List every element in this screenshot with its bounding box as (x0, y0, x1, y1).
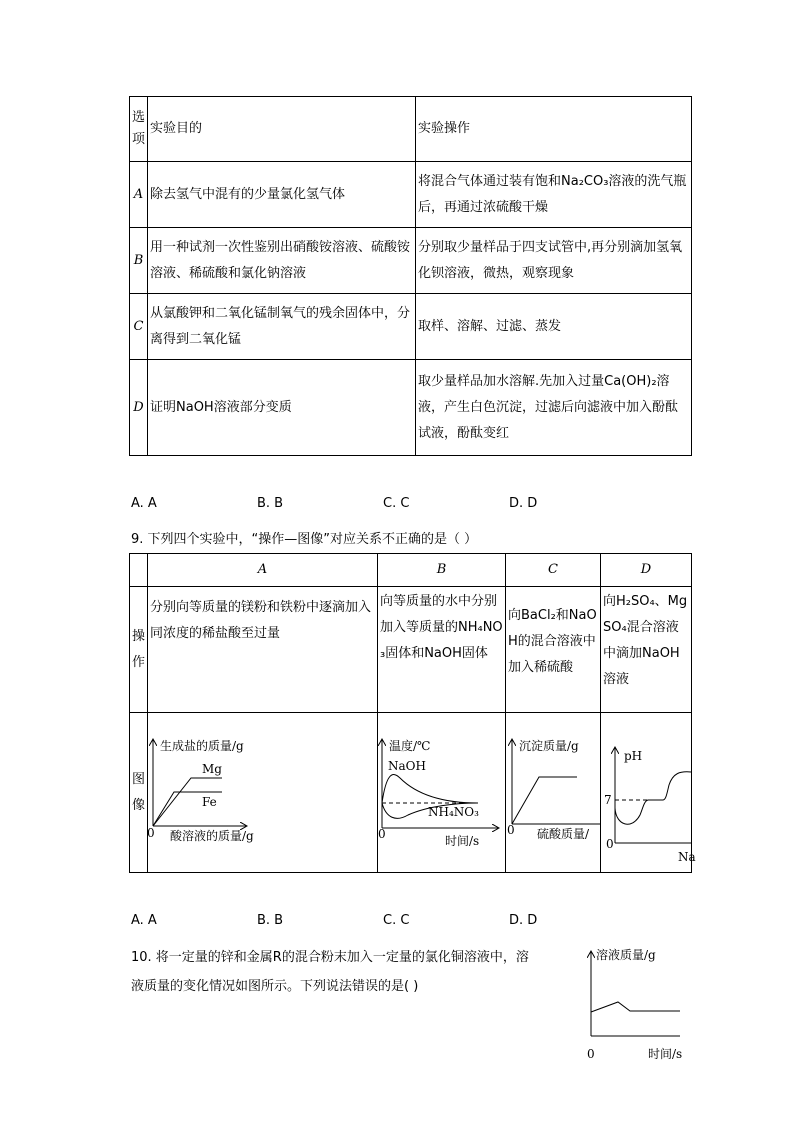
header-b: B (378, 554, 506, 587)
choice-d[interactable]: D. D (509, 913, 538, 928)
graph-a (147, 738, 254, 843)
graph-c-ylabel: 沉淀质量/g (519, 739, 579, 753)
row-option: D (130, 360, 148, 456)
graph-d-mark: 7 (604, 793, 612, 807)
row-operation: 取样、溶解、过滤、蒸发 (416, 294, 692, 360)
graph-a-xlabel: 酸溶液的质量/g (170, 829, 254, 843)
graph-b-ylabel: 温度/℃ (389, 739, 431, 753)
graph-a-ylabel: 生成盐的质量/g (160, 739, 244, 753)
header-a: A (148, 554, 378, 587)
q10-origin: 0 (587, 1047, 595, 1061)
choice-c[interactable]: C. C (383, 496, 410, 511)
graph-a-origin: 0 (147, 826, 155, 840)
operation-d: 向H₂SO₄、MgSO₄混合溶液中滴加NaOH溶液 (601, 587, 692, 713)
graph-b-origin: 0 (378, 827, 386, 841)
graph-a-series-fe: Fe (202, 795, 217, 809)
row-operation: 将混合气体通过装有饱和Na₂CO₃溶液的洗气瓶后，再通过浓硫酸干燥 (416, 162, 692, 228)
q10-ylabel: 溶液质量/g (596, 948, 656, 962)
choice-a[interactable]: A. A (131, 913, 157, 928)
row-operation: 取少量样品加水溶解.先加入过量Ca(OH)₂溶液，产生白色沉淀，过滤后向滤液中加入酚酞试液，酚酞变红 (416, 360, 692, 456)
graph-c (507, 738, 600, 841)
row-operation: 分别取少量样品于四支试管中,再分别滴加氢氧化钡溶液，微热，观察现象 (416, 228, 692, 294)
header-d: D (601, 554, 692, 587)
row-option: C (130, 294, 148, 360)
q10-xlabel: 时间/s (648, 1047, 683, 1061)
choice-b[interactable]: B. B (257, 913, 284, 928)
row-purpose: 除去氢气中混有的少量氯化氢气体 (148, 162, 416, 228)
graph-c-xlabel: 硫酸质量/ (537, 827, 590, 841)
q10-stem-line1: 10. 将一定量的锌和金属R的混合粉末加入一定量的氯化铜溶液中，溶 (131, 950, 529, 965)
choice-c[interactable]: C. C (383, 913, 410, 928)
q10-line (591, 1002, 680, 1012)
graph-d (604, 748, 696, 864)
graph-b-xlabel: 时间/s (445, 834, 480, 848)
row-purpose: 从氯酸钾和二氧化锰制氧气的残余固体中，分离得到二氧化锰 (148, 294, 416, 360)
graph-d-xlabel: Na (678, 850, 696, 864)
row-option: B (130, 228, 148, 294)
q9-stem: 9. 下列四个实验中，“操作—图像”对应关系不正确的是（ ） (131, 532, 478, 547)
graph-c-origin: 0 (507, 823, 515, 837)
q10-graph (580, 940, 694, 1062)
row-purpose: 证明NaOH溶液部分变质 (148, 360, 416, 456)
graph-b-series-nh4no3: NH₄NO₃ (428, 805, 479, 819)
choice-a[interactable]: A. A (131, 496, 157, 511)
graph-d-ylabel: pH (624, 749, 643, 763)
row-label-operation: 操作 (130, 587, 148, 713)
graph-b-series-naoh: NaOH (388, 759, 426, 773)
row-option: A (130, 162, 148, 228)
graph-b (378, 738, 498, 848)
graph-b-curve-naoh (382, 775, 478, 803)
row-purpose: 用一种试剂一次性鉴别出硝酸铵溶液、硫酸铵溶液、稀硫酸和氯化钠溶液 (148, 228, 416, 294)
graph-a-series-mg: Mg (202, 762, 222, 776)
operation-b: 向等质量的水中分别加入等质量的NH₄NO₃固体和NaOH固体 (378, 587, 506, 713)
row-label-graph: 图像 (130, 713, 148, 873)
operation-c: 向BaCl₂和NaOH的混合溶液中加入稀硫酸 (506, 587, 601, 713)
graph-d-origin: 0 (606, 837, 614, 851)
header-c: C (506, 554, 601, 587)
header-operation: 实验操作 (416, 97, 692, 162)
choice-d[interactable]: D. D (509, 496, 538, 511)
graph-d-ph-curve (615, 772, 691, 824)
graph-c-line (512, 777, 577, 824)
choice-b[interactable]: B. B (257, 496, 284, 511)
header-purpose: 实验目的 (148, 97, 416, 162)
q10-stem-line2: 液质量的变化情况如图所示。下列说法错误的是( ) (131, 979, 419, 994)
header-option: 选项 (130, 97, 148, 162)
operation-a: 分别向等质量的镁粉和铁粉中逐滴加入同浓度的稀盐酸至过量 (148, 587, 378, 713)
